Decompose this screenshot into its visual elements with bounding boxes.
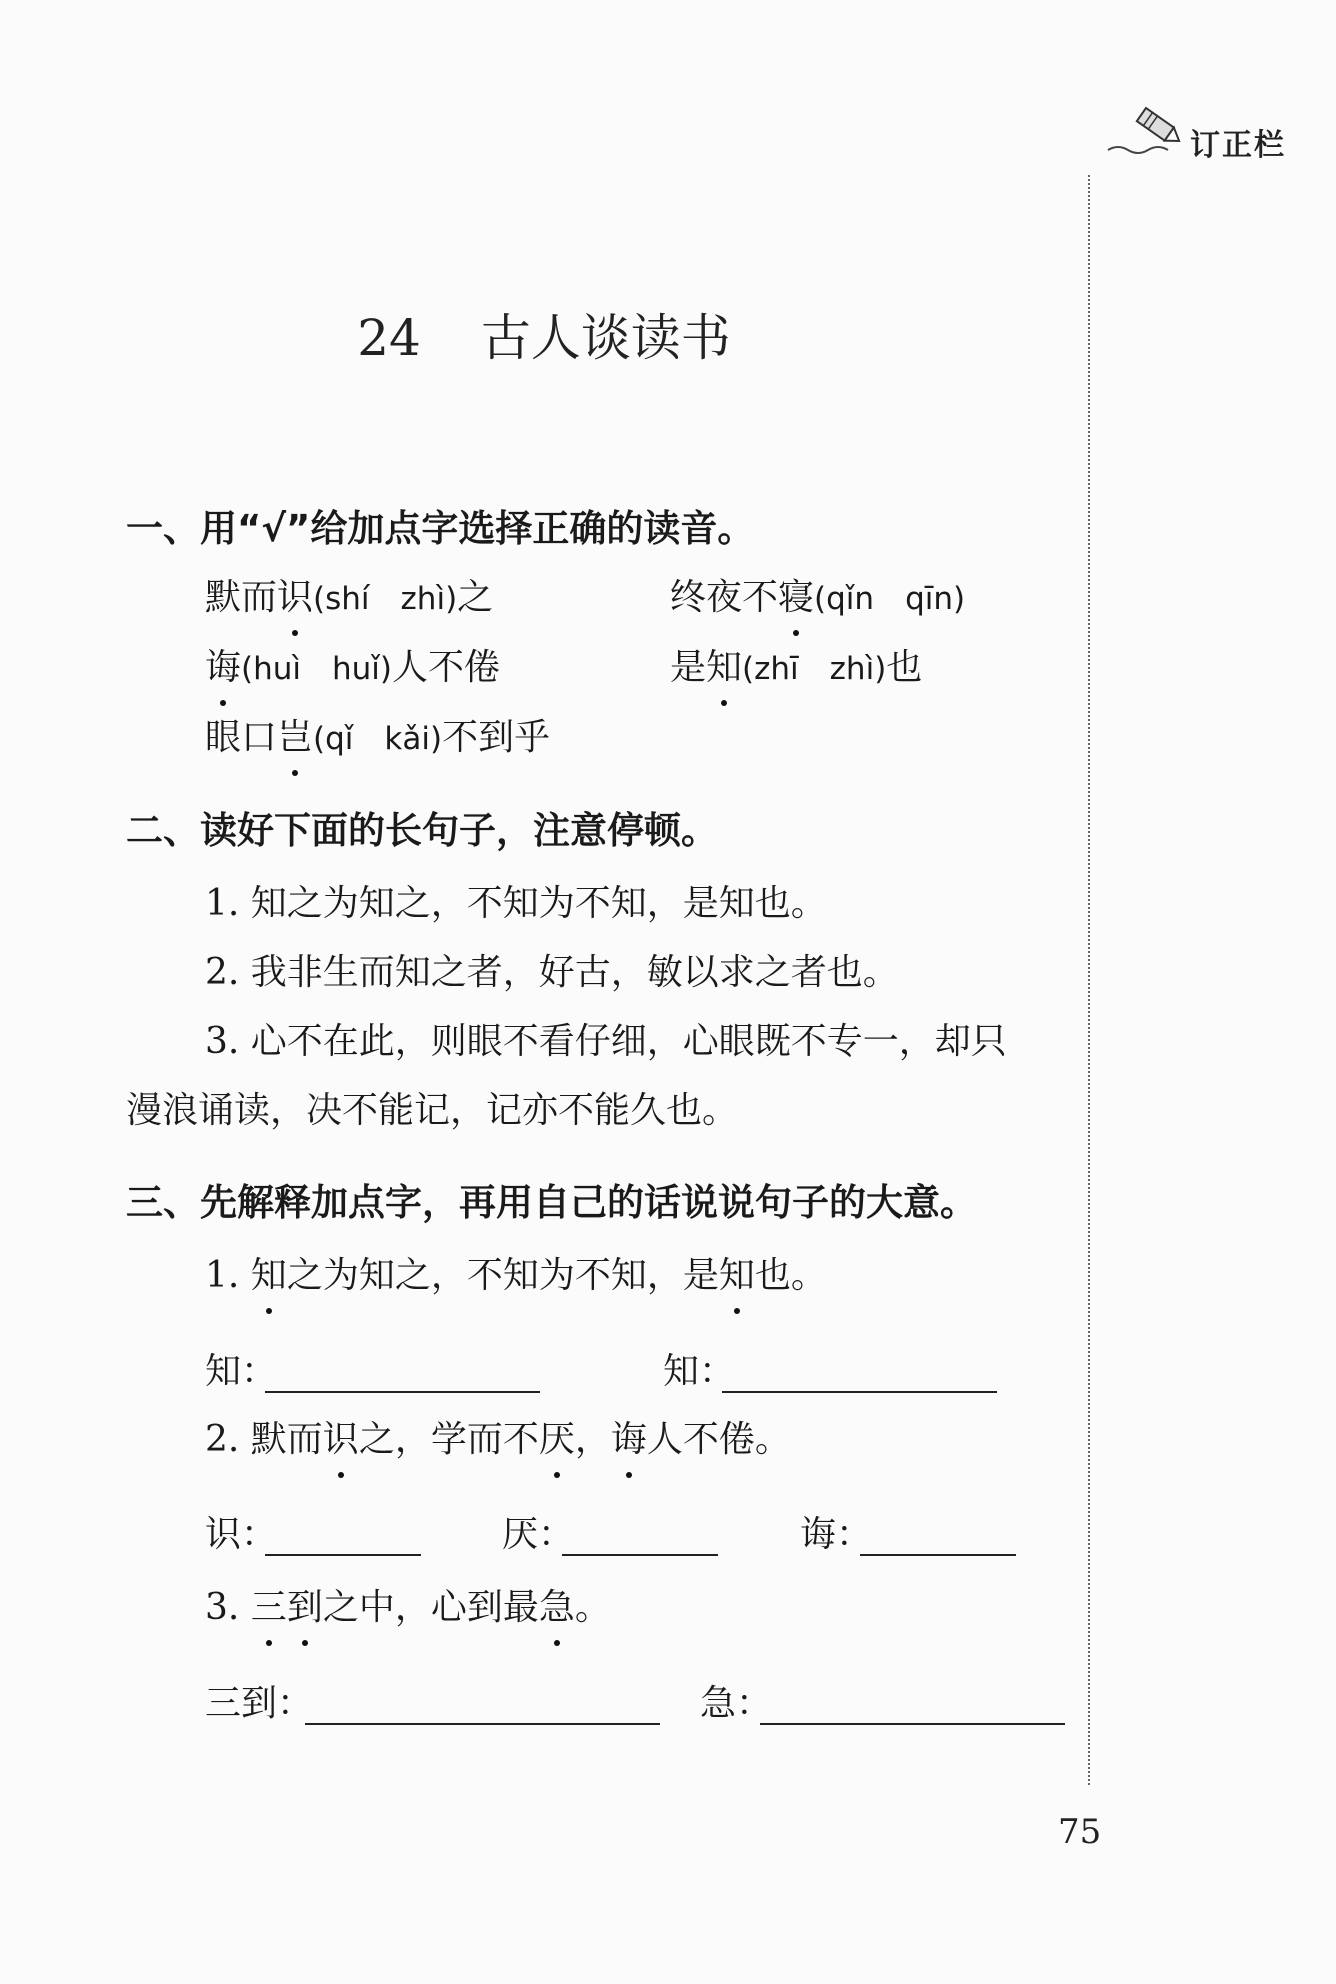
lesson-title xyxy=(0,298,1088,370)
question-2: 2. 默而识之，学而不厌，诲人不倦。 xyxy=(205,1419,791,1460)
section1-heading: 一、用“√”给加点字选择正确的读音。 xyxy=(126,507,755,550)
question-3: 3. 三到之中，心到最急。 xyxy=(205,1587,611,1628)
dotted-char: 急 xyxy=(538,1587,575,1628)
pinyin-item-1: 默而识(shí zhì)之 xyxy=(205,577,494,618)
answer-blank[interactable] xyxy=(265,1552,421,1556)
dotted-char: 厌 xyxy=(538,1419,575,1460)
answer-label-zhi-2: 知： xyxy=(663,1351,736,1392)
correction-divider xyxy=(1088,175,1090,1785)
correction-column-header xyxy=(1106,100,1316,163)
sentence-3b: 漫浪诵读，决不能记，记亦不能久也。 xyxy=(126,1090,739,1131)
answer-blank[interactable] xyxy=(722,1389,997,1393)
answer-label-sandao: 三到： xyxy=(205,1683,314,1724)
correction-label: 订正栏 xyxy=(1190,128,1286,163)
pencil-icon xyxy=(1106,100,1196,160)
answer-blank[interactable] xyxy=(860,1552,1016,1556)
answer-label-yan: 厌： xyxy=(502,1514,575,1555)
answer-label-ji: 急： xyxy=(700,1683,773,1724)
dotted-char: 寝 xyxy=(778,577,815,618)
answer-blank[interactable] xyxy=(305,1721,660,1725)
dotted-char: 识 xyxy=(322,1419,359,1460)
pinyin-item-4: 是知(zhī zhì)也 xyxy=(670,647,923,688)
pinyin-item-5: 眼口岂(qǐ kǎi)不到乎 xyxy=(205,717,551,758)
dotted-char: 岂 xyxy=(277,717,314,758)
lesson-name: 古人谈读书 xyxy=(480,309,731,367)
dotted-char: 知 xyxy=(718,1255,755,1296)
lesson-number: 24 xyxy=(357,309,421,367)
pinyin-item-3: 诲(huì huǐ)人不倦 xyxy=(205,647,501,688)
dotted-char: 三 xyxy=(250,1587,287,1628)
section3-heading: 三、先解释加点字，再用自己的话说说句子的大意。 xyxy=(126,1181,977,1224)
answer-label-zhi-1: 知： xyxy=(205,1351,278,1392)
sentence-1: 1. 知之为知之，不知为不知，是知也。 xyxy=(205,883,827,924)
answer-blank[interactable] xyxy=(562,1552,718,1556)
dotted-char: 诲 xyxy=(205,647,242,688)
answer-label-hui: 诲： xyxy=(800,1514,873,1555)
dotted-char: 识 xyxy=(277,577,314,618)
dotted-char: 知 xyxy=(250,1255,287,1296)
section2-heading: 二、读好下面的长句子，注意停顿。 xyxy=(126,809,718,852)
pinyin-item-2: 终夜不寝(qǐn qīn) xyxy=(670,577,966,618)
dotted-char: 诲 xyxy=(610,1419,647,1460)
page-number: 75 xyxy=(1058,1812,1102,1852)
question-1: 1. 知之为知之，不知为不知，是知也。 xyxy=(205,1255,827,1296)
dotted-char: 知 xyxy=(706,647,743,688)
sentence-2: 2. 我非生而知之者，好古，敏以求之者也。 xyxy=(205,952,899,993)
sentence-3a: 3. 心不在此，则眼不看仔细，心眼既不专一，却只 xyxy=(205,1021,1007,1062)
answer-label-shi: 识： xyxy=(205,1514,278,1555)
answer-blank[interactable] xyxy=(760,1721,1065,1725)
answer-blank[interactable] xyxy=(265,1389,540,1393)
dotted-char: 到 xyxy=(286,1587,323,1628)
